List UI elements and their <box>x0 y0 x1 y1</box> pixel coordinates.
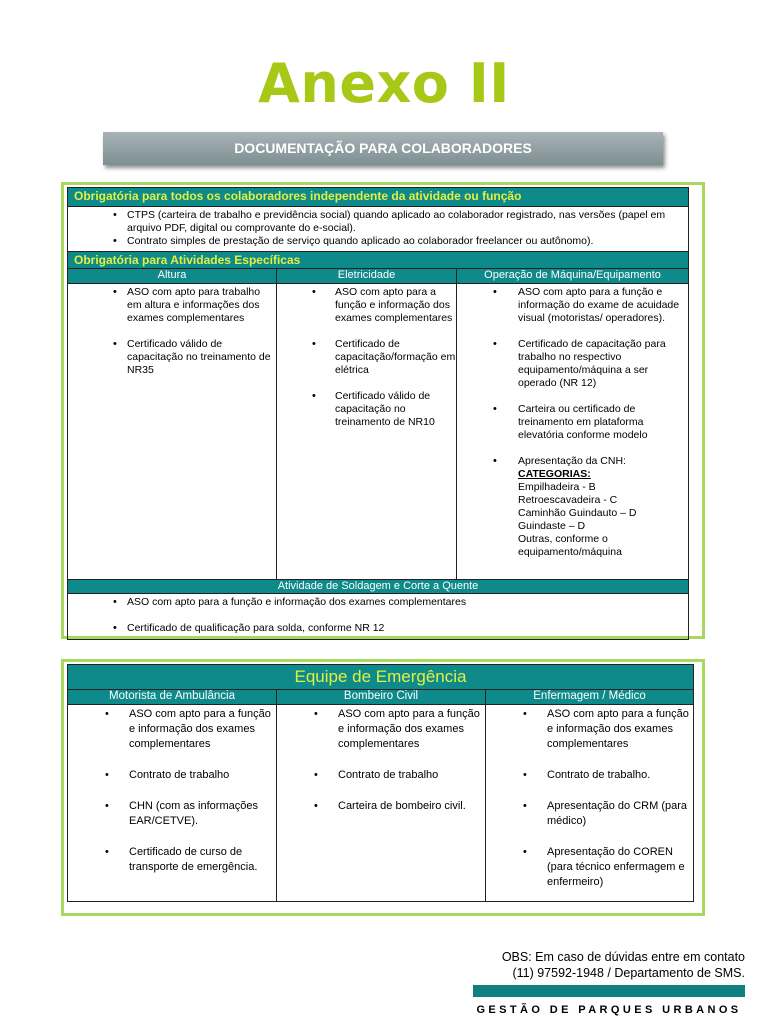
footer-bar <box>473 985 745 997</box>
column-header-altura: Altura <box>68 269 277 284</box>
list-item: • Contrato de trabalho <box>68 768 276 783</box>
section-banner: DOCUMENTAÇÃO PARA COLABORADORES <box>103 132 663 165</box>
column-header-maquina: Operação de Máquina/Equipamento <box>457 269 689 284</box>
altura-cell <box>68 284 277 580</box>
maquina-cell <box>457 284 689 580</box>
general-section-header: Obrigatória para todos os colaboradores independente da atividade ou função <box>68 188 689 207</box>
footer-text: GESTÃO DE PARQUES URBANOS <box>476 1004 742 1016</box>
list-item: • Carteira ou certificado de treinamento em plataforma elevatória conforme modelo <box>457 403 688 442</box>
page-title: Anexo II <box>258 52 510 115</box>
cnh-category: Empilhadeira - B <box>518 481 596 493</box>
list-item: • ASO com apto para a função e informação dos exames complementares <box>277 286 456 325</box>
cnh-categories-label: CATEGORIAS: <box>518 468 591 480</box>
specific-section-header: Obrigatória para Atividades Específicas <box>68 252 689 269</box>
list-item: • ASO com apto para a função e informação dos exames complementares <box>277 707 485 752</box>
soldagem-section-header: Atividade de Soldagem e Corte a Quente <box>68 580 689 594</box>
list-item: • Carteira de bombeiro civil. <box>277 799 485 814</box>
list-item: • ASO com apto para a função e informação dos exames complementares <box>486 707 693 752</box>
obs-note <box>455 949 745 981</box>
list-item: • ASO com apto para a função e informação dos exames complementares <box>68 596 688 609</box>
emergency-table <box>67 664 694 902</box>
obs-line: OBS: Em caso de dúvidas entre em contato <box>501 950 745 964</box>
motorista-cell <box>68 705 277 902</box>
list-item: • Contrato de trabalho. <box>486 768 693 783</box>
list-item: • Contrato de trabalho <box>277 768 485 783</box>
list-item: • Certificado de capacitação para trabalho no respectivo equipamento/máquina a ser operado (NR 12) <box>457 338 688 390</box>
soldagem-section-body <box>68 594 689 640</box>
list-item: • Contrato simples de prestação de serviço quando aplicado ao colaborador freelancer ou autônomo). <box>68 235 688 248</box>
list-item: • Certificado válido de capacitação no treinamento de NR10 <box>277 390 456 429</box>
list-item: • Certificado de qualificação para solda, conforme NR 12 <box>68 622 688 635</box>
eletricidade-cell <box>277 284 457 580</box>
list-item: • ASO com apto para a função e informação dos exames complementares <box>68 707 276 752</box>
cnh-category: Retroescavadeira - C <box>518 494 618 506</box>
cnh-category: Guindaste – D <box>518 520 586 532</box>
list-item: • ASO com apto para a função e informação do exame de acuidade visual (motoristas/ operadores). <box>457 286 688 325</box>
column-header-enfermagem: Enfermagem / Médico <box>486 690 694 705</box>
list-item: • Apresentação do CRM (para médico) <box>486 799 693 829</box>
list-item: • CTPS (carteira de trabalho e previdência social) quando aplicado ao colaborador registrado, nas versões (papel em arquivo PDF, digital ou comprovante do e-social). <box>68 209 688 235</box>
list-item: • CHN (com as informações EAR/CETVE). <box>68 799 276 829</box>
column-header-bombeiro: Bombeiro Civil <box>277 690 486 705</box>
obs-line: (11) 97592-1948 / Departamento de SMS. <box>512 966 745 980</box>
column-header-motorista: Motorista de Ambulância <box>68 690 277 705</box>
cnh-label: Apresentação da CNH: <box>518 455 626 467</box>
bombeiro-cell <box>277 705 486 902</box>
list-item: • Certificado válido de capacitação no treinamento de NR35 <box>68 338 276 377</box>
list-item: • ASO com apto para trabalho em altura e informações dos exames complementares <box>68 286 276 325</box>
column-header-eletricidade: Eletricidade <box>277 269 457 284</box>
enfermagem-cell <box>486 705 694 902</box>
list-item <box>457 455 688 559</box>
emergency-header: Equipe de Emergência <box>68 665 694 690</box>
list-item: • Apresentação do COREN (para técnico enfermagem e enfermeiro) <box>486 845 693 890</box>
list-item: • Certificado de curso de transporte de emergência. <box>68 845 276 875</box>
cnh-category: Outras, conforme o equipamento/máquina <box>518 533 622 558</box>
cnh-category: Caminhão Guindauto – D <box>518 507 637 519</box>
general-section-body <box>68 207 689 252</box>
list-item: • Certificado de capacitação/formação em elétrica <box>277 338 456 377</box>
documents-table <box>67 187 689 640</box>
